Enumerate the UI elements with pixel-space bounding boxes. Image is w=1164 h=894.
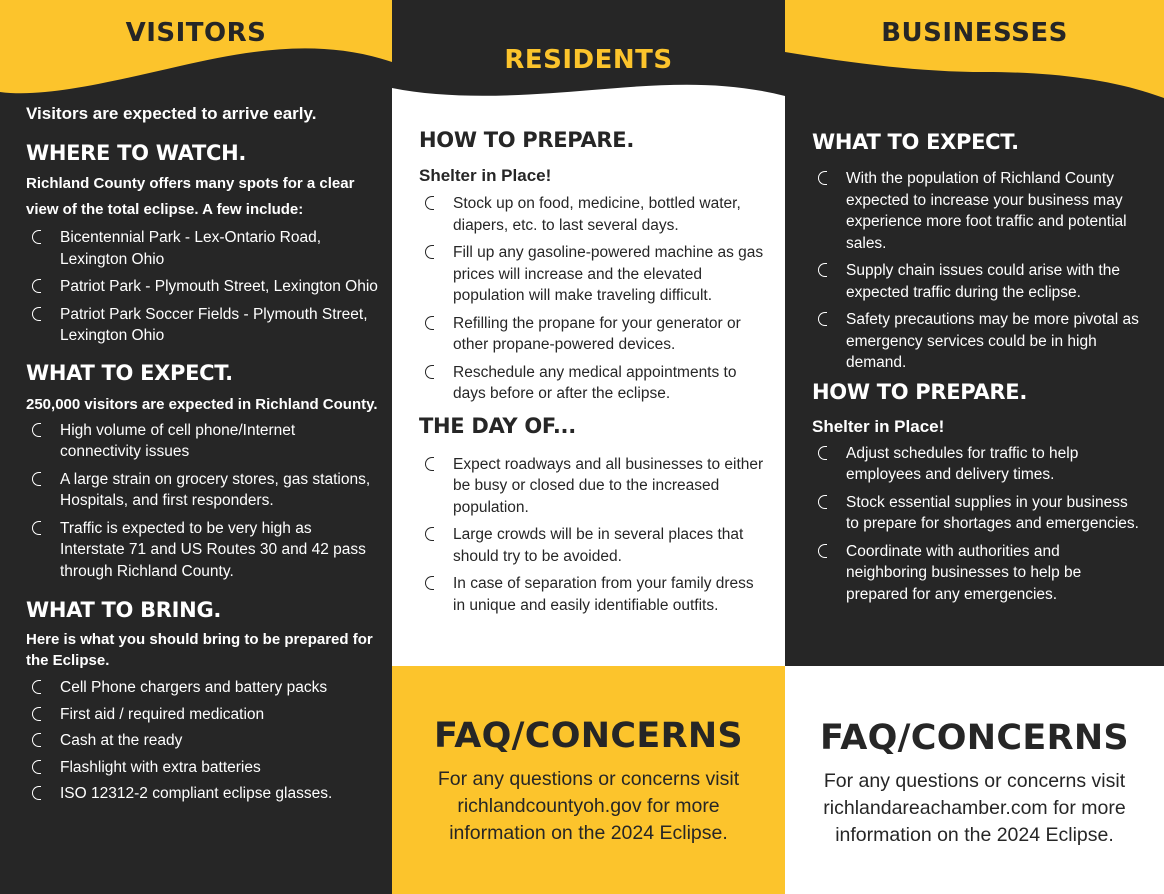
- list-item-text: Adjust schedules for traffic to help employees and delivery times.: [846, 444, 1079, 483]
- half-moon-icon: [32, 307, 41, 321]
- list-item-text: Cell Phone chargers and battery packs: [60, 679, 328, 696]
- list-item: [26, 730, 378, 752]
- list-item: [26, 757, 378, 779]
- list-item-text: ISO 12312-2 compliant eclipse glasses.: [60, 785, 333, 802]
- businesses-faq-title: FAQ/CONCERNS: [820, 718, 1129, 758]
- half-moon-icon: [425, 457, 434, 471]
- list-item-text: Stock up on food, medicine, bottled water, diapers, etc. to last several days.: [453, 195, 741, 234]
- list-item-text: Supply chain issues could arise with the expected traffic during the eclipse.: [846, 262, 1120, 301]
- list-item-text: Reschedule any medical appointments to days before or after the eclipse.: [453, 363, 737, 402]
- what-to-bring-sub: Here is what you should bring to be prepared for the Eclipse.: [26, 631, 373, 669]
- businesses-faq-line: For any questions or concerns visit: [823, 770, 1126, 792]
- where-to-watch-sub: Richland County offers many spots for a clear view of the total eclipse. A few include:: [26, 175, 355, 218]
- visitors-what-to-expect-list: [26, 420, 378, 583]
- list-item-text: Refilling the propane for your generator or other propane-powered devices.: [453, 314, 741, 353]
- list-item: [26, 704, 378, 726]
- visitors-what-to-expect-heading: WHAT TO EXPECT.: [26, 360, 233, 385]
- residents-how-to-prepare-list: [419, 193, 769, 405]
- list-item: [26, 276, 378, 298]
- businesses-content: [812, 130, 1142, 611]
- visitors-content: [26, 104, 378, 810]
- visitors-intro: Visitors are expected to arrive early.: [26, 104, 317, 123]
- visitors-panel: [0, 0, 392, 894]
- list-item: [419, 362, 769, 405]
- residents-faq-title: FAQ/CONCERNS: [434, 716, 743, 756]
- half-moon-icon: [32, 423, 41, 437]
- half-moon-icon: [32, 680, 41, 694]
- half-moon-icon: [818, 171, 827, 185]
- list-item: [419, 573, 769, 616]
- residents-faq-line: information on the 2024 Eclipse.: [449, 822, 728, 844]
- residents-shelter-in-place: Shelter in Place!: [419, 166, 552, 185]
- list-item-text: First aid / required medication: [60, 705, 265, 723]
- half-moon-icon: [818, 495, 827, 509]
- half-moon-icon: [32, 760, 41, 774]
- list-item: [812, 492, 1142, 535]
- what-to-bring-list: [26, 677, 378, 805]
- list-item-text: Large crowds will be in several places that should try to be avoided.: [453, 526, 744, 565]
- list-item: [812, 443, 1142, 486]
- half-moon-icon: [425, 576, 434, 590]
- list-item: [419, 454, 769, 519]
- list-item-text: Expect roadways and all businesses to either be busy or closed due to the increased population.: [453, 455, 764, 516]
- list-item-text: Cash at the ready: [60, 732, 183, 749]
- businesses-faq-text: [785, 768, 1164, 849]
- businesses-how-to-prepare-heading: HOW TO PREPARE.: [812, 379, 1028, 404]
- list-item: [812, 260, 1142, 303]
- list-item-text: Traffic is expected to be very high as Interstate 71 and US Routes 30 and 42 pass through Richland County.: [60, 519, 366, 580]
- businesses-faq-link[interactable]: richlandareachamber.com for more: [823, 797, 1126, 819]
- residents-faq-text: [392, 766, 785, 847]
- half-moon-icon: [818, 446, 827, 460]
- list-item-text: High volume of cell phone/Internet connectivity issues: [60, 421, 296, 460]
- half-moon-icon: [32, 733, 41, 747]
- list-item-text: Flashlight with extra batteries: [60, 758, 261, 776]
- half-moon-icon: [32, 472, 41, 486]
- what-to-bring-heading: WHAT TO BRING.: [26, 598, 222, 622]
- list-item-text: Safety precautions may be more pivotal as emergency services could be in high demand.: [846, 311, 1139, 371]
- list-item: [812, 168, 1142, 254]
- residents-faq-link[interactable]: richlandcountyoh.gov for more: [457, 795, 720, 817]
- businesses-panel: [785, 0, 1164, 894]
- businesses-shelter-in-place: Shelter in Place!: [812, 416, 945, 436]
- list-item: [26, 783, 378, 805]
- list-item: [812, 541, 1142, 606]
- visitors-header-wave: [0, 0, 392, 110]
- businesses-header-wave: [785, 0, 1164, 110]
- list-item-text: Fill up any gasoline-powered machine as gas prices will increase and the elevated population will make traveling difficult.: [453, 244, 764, 304]
- businesses-how-to-prepare-list: [812, 443, 1142, 606]
- half-moon-icon: [818, 263, 827, 277]
- list-item: [419, 242, 769, 307]
- half-moon-icon: [425, 245, 434, 259]
- half-moon-icon: [32, 707, 41, 721]
- half-moon-icon: [425, 365, 434, 379]
- list-item-text: With the population of Richland County expected to increase your business may experience more foot traffic and potential sales.: [846, 170, 1127, 252]
- list-item: [26, 518, 378, 583]
- visitors-what-to-expect-sub: 250,000 visitors are expected in Richland County.: [26, 395, 378, 413]
- list-item: [26, 304, 378, 347]
- residents-faq-box: [392, 666, 785, 894]
- businesses-title: BUSINESSES: [881, 18, 1068, 48]
- businesses-faq-box: [785, 666, 1164, 894]
- the-day-of-list: [419, 454, 769, 617]
- residents-content: [419, 128, 769, 622]
- businesses-faq-line: information on the 2024 Eclipse.: [835, 824, 1114, 846]
- half-moon-icon: [32, 279, 41, 293]
- half-moon-icon: [425, 316, 434, 330]
- list-item-text: Bicentennial Park - Lex-Ontario Road, Lexington Ohio: [60, 229, 322, 268]
- list-item: [419, 193, 769, 236]
- half-moon-icon: [32, 786, 41, 800]
- list-item: [419, 313, 769, 356]
- where-to-watch-heading: WHERE TO WATCH.: [26, 141, 247, 165]
- half-moon-icon: [818, 544, 827, 558]
- list-item-text: Patriot Park - Plymouth Street, Lexington Ohio: [60, 278, 378, 295]
- list-item-text: In case of separation from your family dress in unique and easily identifiable outfits.: [453, 575, 754, 614]
- residents-title: RESIDENTS: [504, 45, 673, 75]
- half-moon-icon: [425, 196, 434, 210]
- list-item-text: Coordinate with authorities and neighboring businesses to help be prepared for any emergencies.: [846, 542, 1082, 603]
- residents-faq-line: For any questions or concerns visit: [437, 768, 740, 790]
- list-item-text: Patriot Park Soccer Fields - Plymouth Street, Lexington Ohio: [60, 305, 368, 344]
- visitors-title: VISITORS: [125, 18, 267, 48]
- half-moon-icon: [32, 230, 41, 244]
- half-moon-icon: [32, 521, 41, 535]
- businesses-what-to-expect-heading: WHAT TO EXPECT.: [812, 130, 1019, 154]
- the-day-of-heading: THE DAY OF...: [419, 413, 576, 438]
- list-item-text: A large strain on grocery stores, gas stations, Hospitals, and first responders.: [60, 470, 371, 509]
- list-item: [26, 420, 378, 463]
- businesses-what-to-expect-list: [812, 168, 1142, 374]
- list-item: [419, 524, 769, 567]
- half-moon-icon: [818, 312, 827, 326]
- list-item: [26, 677, 378, 699]
- half-moon-icon: [425, 527, 434, 541]
- list-item: [26, 227, 378, 270]
- residents-panel: [392, 0, 785, 894]
- list-item: [812, 309, 1142, 374]
- residents-how-to-prepare-heading: HOW TO PREPARE.: [419, 128, 635, 152]
- list-item: [26, 469, 378, 512]
- list-item-text: Stock essential supplies in your business to prepare for shortages and emergencies.: [846, 493, 1139, 532]
- where-to-watch-list: [26, 227, 378, 347]
